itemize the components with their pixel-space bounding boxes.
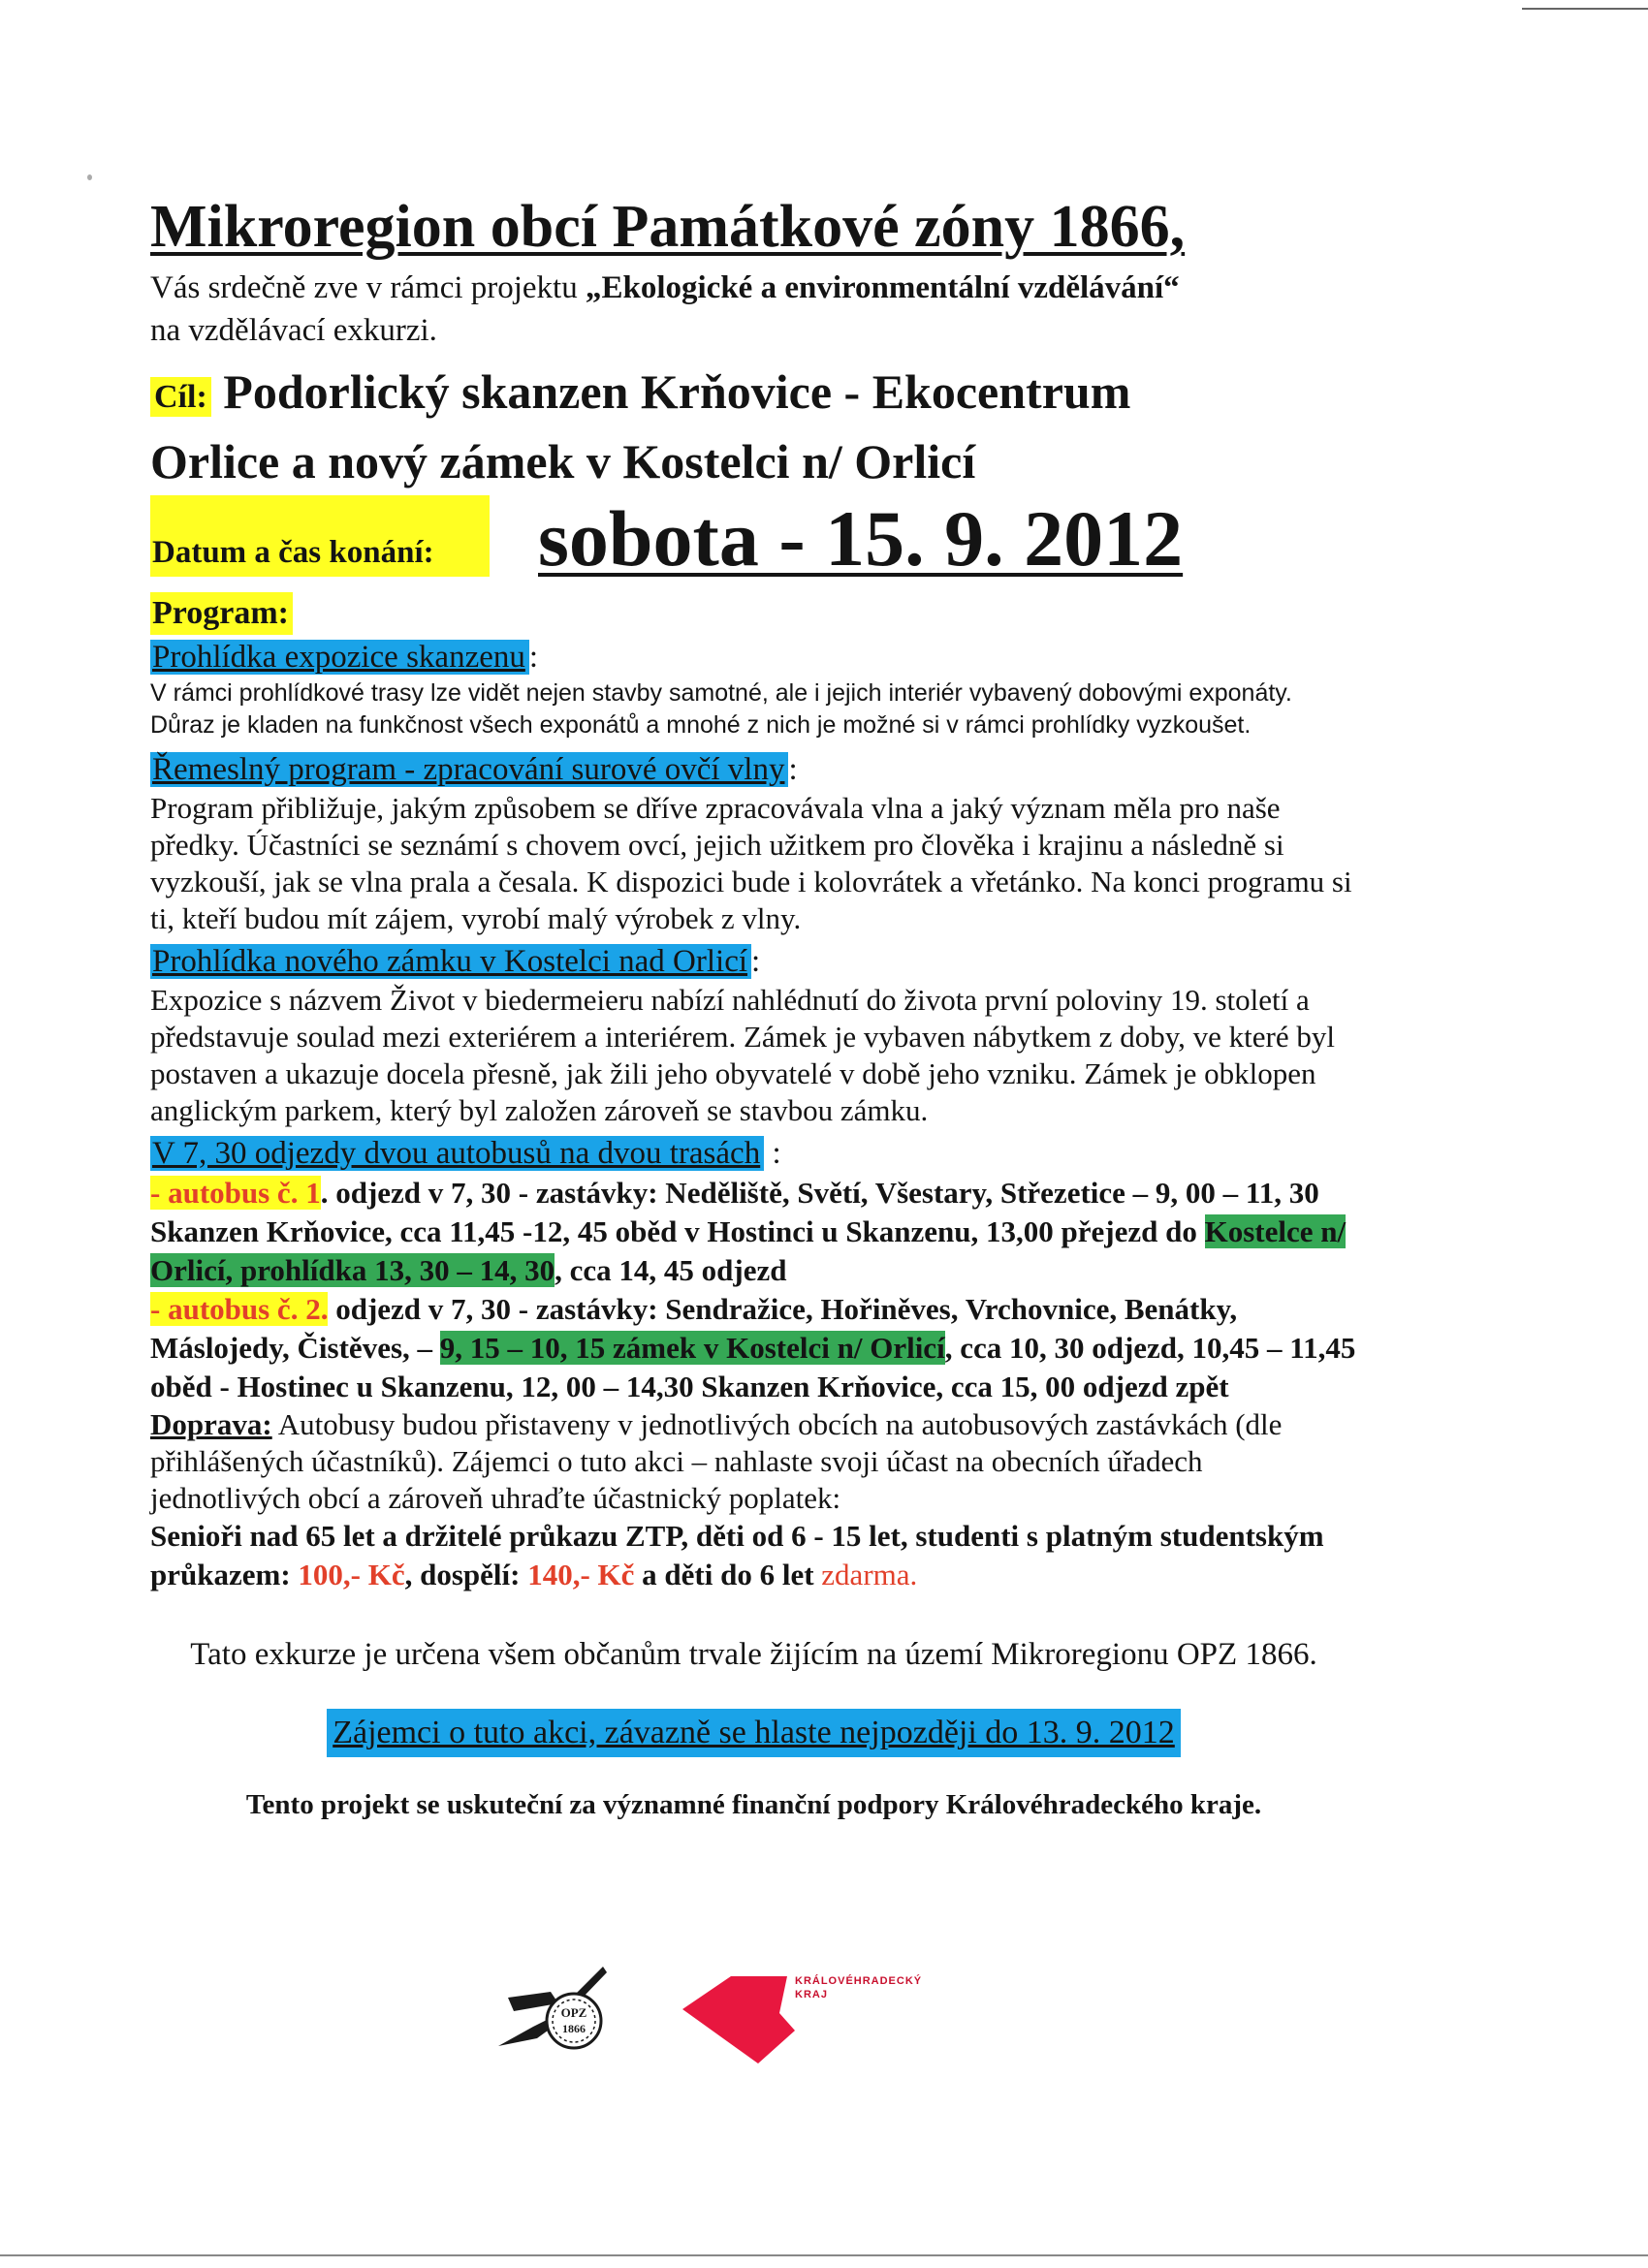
intro-prefix: Vás srdečně zve v rámci projektu [150, 270, 586, 305]
date-block [150, 495, 1357, 596]
bus2-route [150, 1290, 1357, 1406]
bus1-route [150, 1174, 1357, 1290]
funding-note: Tento projekt se uskuteční za významné finanční podpory Královéhradeckého kraje. [245, 1788, 1262, 1820]
audience-note: Tato exkurze je určena všem občanům trvale žijícím na území Mikroregionu OPZ 1866. [190, 1636, 1317, 1672]
section-heading-craft: Řemeslný program - zpracování surové ovčí vlny : [152, 751, 798, 787]
bus2-highlight: 9, 15 – 10, 15 zámek v Kostelci n/ Orlicí [439, 1330, 945, 1365]
opz-1866-logo [494, 1953, 611, 2060]
project-name: „Ekologické a environmentální vzdělávání“ [585, 270, 1180, 305]
deadline-block [150, 1709, 1357, 1757]
date-label: Datum a čas konání: [150, 495, 490, 577]
fee-price-reduced: 100,- Kč [298, 1557, 405, 1591]
goal-line2: Orlice a nový zámek v Kostelci n/ Orlicí [150, 433, 976, 488]
page-title: Mikroregion obcí Památkové zóny 1866, [150, 194, 1186, 260]
fee-block [150, 1517, 1357, 1594]
skanzen-text: V rámci prohlídkové trasy lze vidět nejen stavby samotné, ale i jejich interiér vybavený dobovými exponáty. Důraz je kladen na funkčnost všech exponátů a mnohé z nich je možné si v rámci prohlídky vyzkoušet. [150, 678, 1292, 739]
scan-speck [87, 174, 92, 180]
kraj-logo-line1: KRÁLOVÉHRADECKÝ [795, 1975, 923, 1987]
bus1-text-b: , cca 14, 45 odjezd [555, 1252, 787, 1287]
buses-heading-text: V 7, 30 odjezdy dvou autobusů na dvou trasách [150, 1136, 764, 1171]
kralovehradecky-kraj-logo [679, 1943, 872, 2069]
goal-block [150, 360, 1357, 493]
transport-label: Doprava: [150, 1406, 272, 1441]
date-value: sobota - 15. 9. 2012 [538, 493, 1184, 583]
opz-logo-line2: 1866 [562, 2022, 586, 2035]
castle-heading-text: Prohlídka nového zámku v Kostelci nad Orlicí [150, 944, 751, 979]
bus2-label: - autobus č. 2. [150, 1291, 329, 1326]
section-heading-skanzen: Prohlídka expozice skanzenu : [152, 639, 539, 675]
scan-edge-line [1522, 8, 1648, 10]
opz-logo-line1: OPZ [560, 2005, 587, 2020]
kraj-logo-text [795, 1974, 922, 2001]
goal-label: Cíl: [150, 377, 211, 417]
intro-text [150, 267, 1357, 352]
goal-line1: Podorlický skanzen Krňovice - Ekocentrum [223, 364, 1131, 419]
castle-text: Expozice s názvem Život v biedermeieru nabízí nahlédnutí do života první poloviny 19. století a představuje soulad mezi exteriérem a interiérem. Zámek je vybaven nábytkem z doby, ve které byl postaven a ukazuje docela přesně, jak žili jeho obyvatelé v době jeho vzniku. Zámek je obklopen anglickým parkem, který byl založen zároveň se stavbou zámku. [150, 982, 1336, 1127]
fee-text-b: , dospělí: [404, 1557, 528, 1591]
bus1-highlight: Kostelce n/ Orlicí, prohlídka 13, 30 – 14, 30 [150, 1213, 1347, 1287]
bus2-text-a: odjezd v 7, 30 - zastávky: Sendražice, Hořiněves, Vrchovnice, Benátky, Máslojedy, Čistěves, – [150, 1291, 1238, 1365]
bus1-text-a: . odjezd v 7, 30 - zastávky: Neděliště, Světí, Všestary, Střezetice – 9, 00 – 11, 30 Skanzen Krňovice, cca 11,45 -12, 45 oběd v Hostinci u Skanzenu, 13,00 přejezd do [150, 1175, 1319, 1248]
fee-text-c: a děti do 6 let [634, 1557, 822, 1591]
bus1-label: - autobus č. 1 [150, 1175, 321, 1210]
section-heading-buses: V 7, 30 odjezdy dvou autobusů na dvou trasách : [152, 1135, 781, 1171]
craft-heading-text: Řemeslný program - zpracování surové ovčí vlny [150, 752, 788, 787]
section-heading-castle: Prohlídka nového zámku v Kostelci nad Orlicí : [152, 943, 761, 979]
transport-text: Autobusy budou přistaveny v jednotlivých obcích na autobusových zastávkách (dle přihlášených účastníků). Zájemci o tuto akci – nahlaste svoji účast na obecních úřadech jednotlivých obcí a zároveň uhraďte účastnický poplatek: [150, 1406, 1283, 1515]
scan-edge-bottom [0, 2254, 1648, 2256]
intro-line2: na vzdělávací exkurzi. [150, 313, 437, 348]
document-page [150, 189, 1357, 1823]
fee-text-a: Senioři nad 65 let a držitelé průkazu ZTP, děti od 6 - 15 let, studenti s platným studentským průkazem: [150, 1518, 1324, 1591]
deadline-notice: Zájemci o tuto akci, závazně se hlaste nejpozději do 13. 9. 2012 [327, 1709, 1181, 1757]
fee-price-adult: 140,- Kč [527, 1557, 635, 1591]
skanzen-heading-text: Prohlídka expozice skanzenu [150, 640, 529, 675]
transport-block [150, 1406, 1357, 1517]
logos-area [0, 1934, 1648, 2079]
program-label: Program: [150, 592, 293, 635]
kraj-logo-line2: KRAJ [795, 1989, 828, 2000]
bus2-text-b: , cca 10, 30 odjezd, 10,45 – 11,45 oběd - Hostinec u Skanzenu, 12, 00 – 14,30 Skanzen Krňovice, cca 15, 00 odjezd zpět [150, 1330, 1356, 1403]
fee-free: zdarma. [821, 1557, 918, 1591]
craft-text: Program přibližuje, jakým způsobem se dříve zpracovávala vlna a jaký význam měla pro naše předky. Účastníci se seznámí s chovem ovcí, jejich užitkem pro člověka i krajinu a následně si vyzkouší, jak se vlna prala a česala. K dispozici bude i kolovrátek a vřetánko. Na konci programu si ti, kteří budou mít zájem, vyrobí malý výrobek z vlny. [150, 790, 1352, 935]
